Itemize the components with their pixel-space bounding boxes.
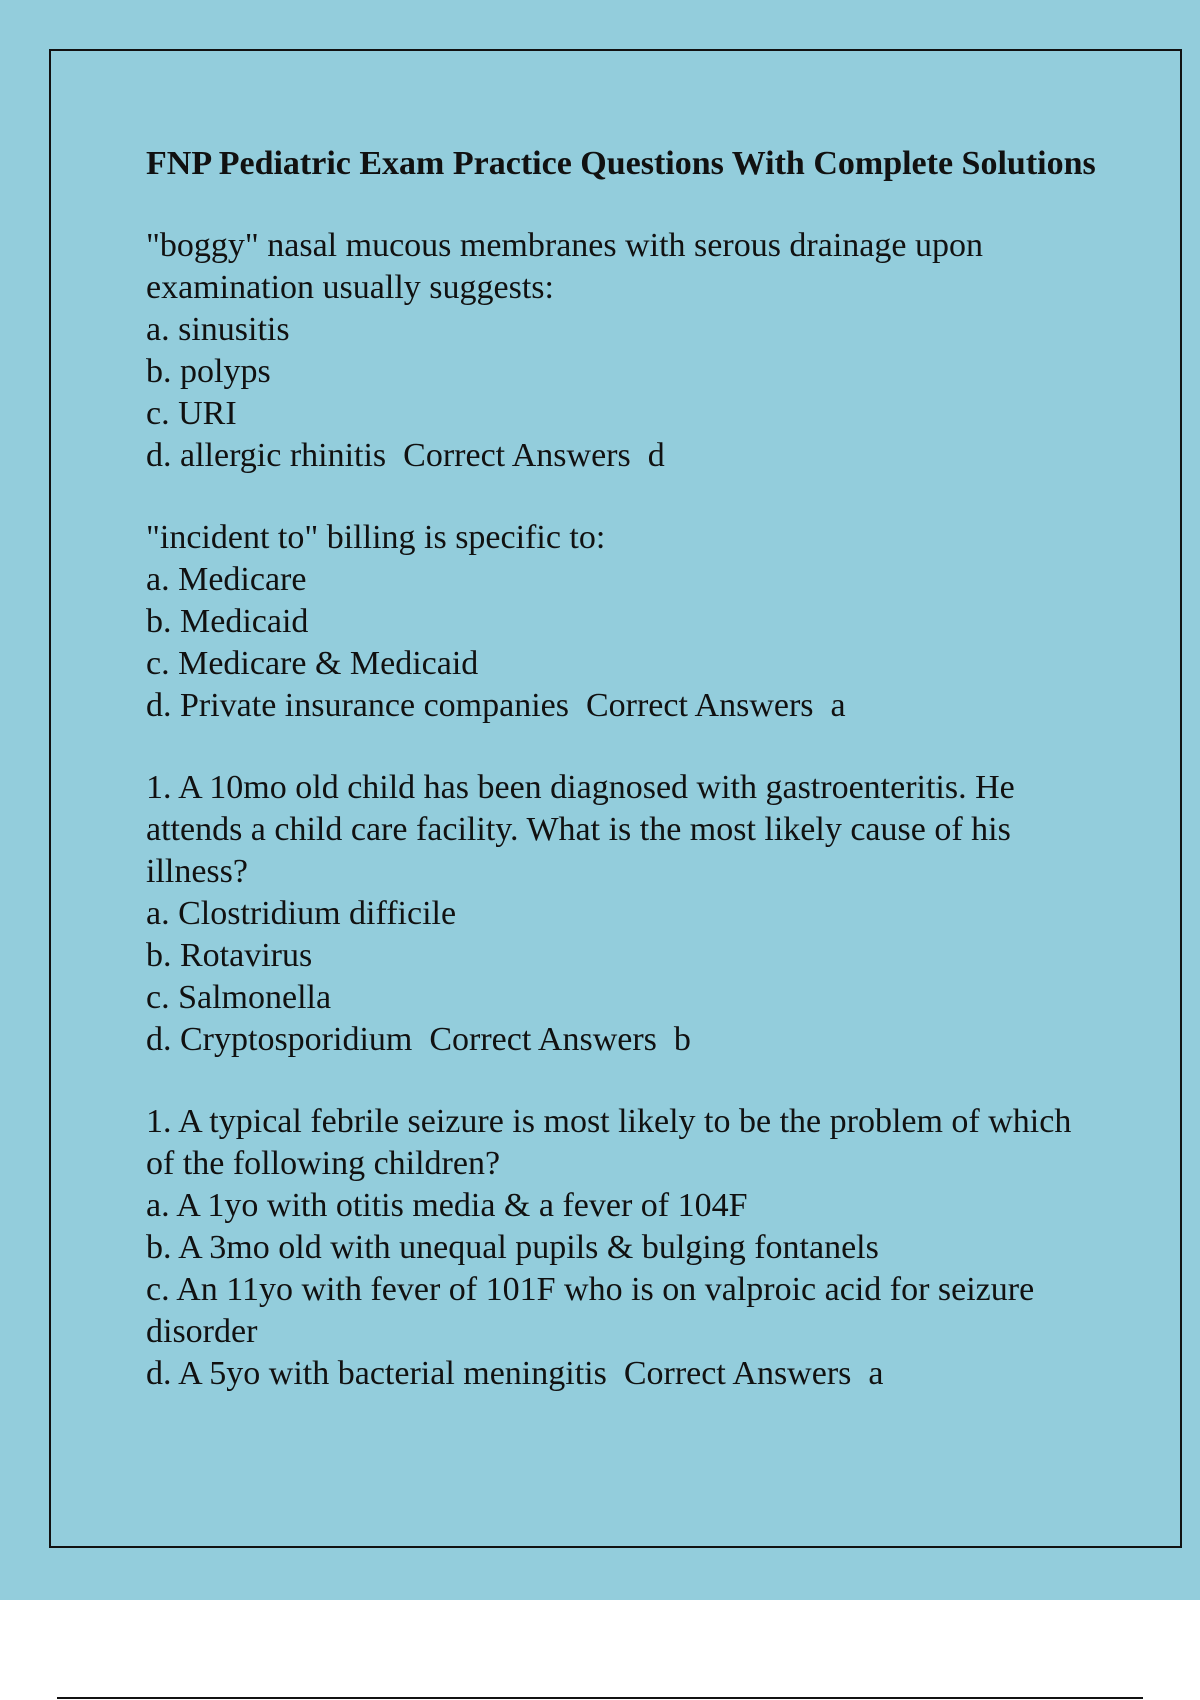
answer-option: c. Salmonella	[146, 979, 332, 1016]
answer-option: c. An 11yo with fever of 101F who is on valproic acid for seizure disorder	[146, 1271, 1043, 1350]
answer-option: b. Medicaid	[146, 603, 309, 640]
answer-option: c. Medicare & Medicaid	[146, 645, 479, 682]
answer-option: d. A 5yo with bacterial meningitis Correct Answers a	[146, 1355, 884, 1392]
question-stem: 1. A 10mo old child has been diagnosed with gastroenteritis. He attends a child care facility. What is the most likely cause of his illness?	[146, 769, 1024, 890]
answer-option: b. polyps	[146, 353, 271, 390]
question-stem: 1. A typical febrile seizure is most likely to be the problem of which of the following children?	[146, 1103, 1080, 1182]
question-block	[146, 767, 1106, 1061]
question-stem: "boggy" nasal mucous membranes with serous drainage upon examination usually suggests:	[146, 227, 992, 306]
footer-divider	[57, 1697, 1143, 1699]
document-content	[146, 143, 1106, 1435]
question-block	[146, 1101, 1106, 1395]
answer-option: a. Clostridium difficile	[146, 895, 457, 932]
question-block	[146, 225, 1106, 477]
answer-option: a. Medicare	[146, 561, 307, 598]
answer-option: b. Rotavirus	[146, 937, 313, 974]
answer-option: d. Private insurance companies Correct Answers a	[146, 687, 846, 724]
answer-option: a. sinusitis	[146, 311, 290, 348]
answer-option: a. A 1yo with otitis media & a fever of 104F	[146, 1187, 748, 1224]
answer-option: c. URI	[146, 395, 237, 432]
answer-option: d. allergic rhinitis Correct Answers d	[146, 437, 665, 474]
question-stem: "incident to" billing is specific to:	[146, 519, 606, 556]
answer-option: b. A 3mo old with unequal pupils & bulging fontanels	[146, 1229, 879, 1266]
document-title: FNP Pediatric Exam Practice Questions With Complete Solutions	[146, 145, 1096, 182]
answer-option: d. Cryptosporidium Correct Answers b	[146, 1021, 691, 1058]
question-block	[146, 517, 1106, 727]
